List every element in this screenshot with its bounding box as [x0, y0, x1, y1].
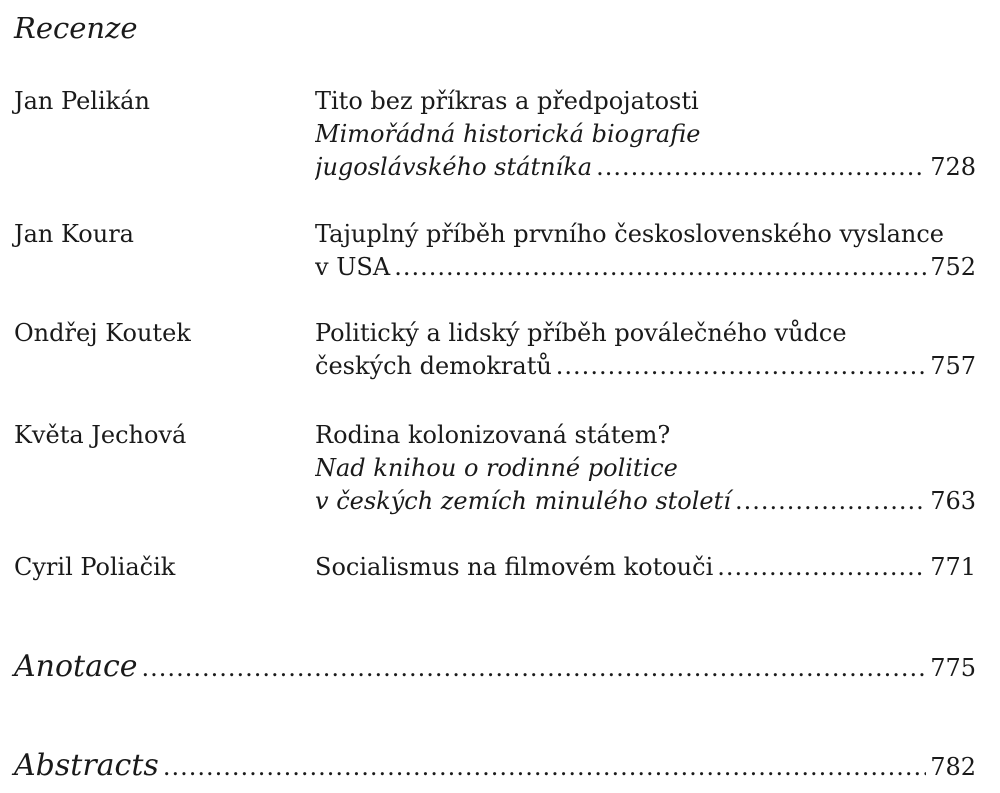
page-number: 775 [930, 654, 976, 682]
entry-subtitle: v českých zemích minulého století [315, 487, 731, 515]
entry-title-block [315, 419, 976, 518]
section-label: Anotace [14, 649, 138, 684]
dot-leader [394, 251, 926, 284]
entry-author: Cyril Poliačik [14, 553, 176, 581]
entry-title-block [315, 85, 976, 184]
entry-leader-line [315, 251, 976, 284]
entry-title-block [315, 218, 976, 284]
dot-leader [596, 151, 926, 184]
page-number: 752 [930, 253, 976, 281]
entry-leader-line [315, 151, 976, 184]
dot-leader [142, 646, 927, 690]
entry-author: Jan Pelikán [14, 87, 150, 115]
dot-leader [163, 745, 926, 789]
page-number: 757 [930, 352, 976, 380]
entry-title-block [315, 317, 976, 383]
section-anotace [14, 645, 976, 690]
entry-title: českých demokratů [315, 352, 552, 380]
entry-title: Tito bez příkras a předpojatosti [315, 87, 699, 115]
entry-subtitle: Mimořádná historická biografie [315, 120, 701, 148]
entry-title: Tajuplný příběh prvního československého vyslance [315, 220, 944, 248]
dot-leader [556, 350, 926, 383]
entry-leader-line [315, 350, 976, 383]
dot-leader [735, 485, 926, 518]
entry-leader-line [315, 485, 976, 518]
entry-leader-line [315, 551, 976, 584]
page-number: 771 [930, 553, 976, 581]
entry-title: Politický a lidský příběh poválečného vůdce [315, 319, 847, 347]
entry-subtitle: jugoslávského státníka [315, 153, 593, 181]
section-abstracts [14, 744, 976, 789]
page-number: 763 [930, 487, 976, 515]
page-number: 782 [930, 753, 976, 781]
section-label: Abstracts [14, 748, 159, 783]
section-title-recenze: Recenze [14, 11, 138, 45]
page-number: 728 [930, 153, 976, 181]
entry-title: v USA [315, 253, 391, 281]
entry-author: Ondřej Koutek [14, 319, 191, 347]
entry-subtitle: Nad knihou o rodinné politice [315, 454, 678, 482]
entry-author: Jan Koura [14, 220, 134, 248]
dot-leader [717, 551, 926, 584]
entry-author: Květa Jechová [14, 421, 187, 449]
entry-title-block [315, 551, 976, 584]
entry-title: Socialismus na filmovém kotouči [315, 553, 714, 581]
entry-title: Rodina kolonizovaná státem? [315, 421, 671, 449]
